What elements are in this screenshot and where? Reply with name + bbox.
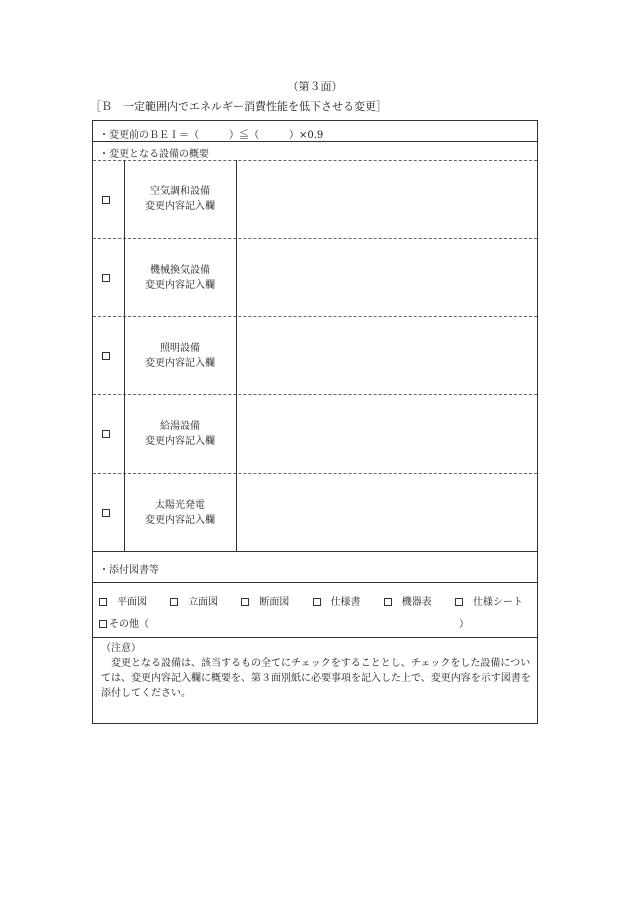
attachment-elevation[interactable] bbox=[170, 597, 228, 608]
name-column-divider bbox=[236, 160, 237, 551]
other-close-paren: ） bbox=[459, 619, 469, 630]
attachment-label: 断面図 bbox=[259, 597, 290, 608]
equipment-overview-label: ・変更となる設備の概要 bbox=[99, 149, 209, 160]
checkbox-icon bbox=[384, 598, 392, 606]
attachment-label: 仕様書 bbox=[330, 597, 361, 608]
notes-title: （注意） bbox=[101, 643, 141, 654]
equipment-name bbox=[124, 341, 236, 371]
equipment-row-mechanical-ventilation bbox=[93, 238, 537, 316]
solar-power-checkbox[interactable] bbox=[102, 509, 110, 517]
checkbox-icon bbox=[241, 598, 249, 606]
attachment-floor-plan[interactable] bbox=[99, 597, 157, 608]
equipment-change-form bbox=[92, 120, 538, 724]
attachment-equipment-table[interactable] bbox=[384, 597, 442, 608]
attachments-label: ・添付図書等 bbox=[93, 551, 537, 583]
change-field-label: 変更内容記入欄 bbox=[145, 201, 215, 212]
attachment-label: 立面図 bbox=[188, 597, 219, 608]
attachment-section[interactable] bbox=[241, 597, 299, 608]
equipment-label: 照明設備 bbox=[160, 343, 200, 354]
attachment-other[interactable] bbox=[99, 615, 529, 630]
equipment-label: 給湯設備 bbox=[160, 421, 200, 432]
attachments-list bbox=[99, 593, 543, 608]
hot-water-checkbox[interactable] bbox=[102, 430, 110, 438]
attachment-label: 機器表 bbox=[401, 597, 432, 608]
other-label: その他（ bbox=[109, 619, 149, 630]
change-field-label: 変更内容記入欄 bbox=[145, 280, 215, 291]
equipment-row-lighting bbox=[93, 316, 537, 394]
change-field-label: 変更内容記入欄 bbox=[145, 436, 215, 447]
equipment-row-hot-water bbox=[93, 394, 537, 473]
attachment-label: 平面図 bbox=[117, 597, 147, 608]
equipment-row-air-conditioning bbox=[93, 160, 537, 238]
notes-section bbox=[93, 637, 537, 725]
checkbox-icon bbox=[99, 598, 107, 606]
attachment-spec-sheet[interactable] bbox=[455, 597, 533, 608]
change-field-label: 変更内容記入欄 bbox=[145, 358, 215, 369]
attachment-specification[interactable] bbox=[313, 597, 371, 608]
checkbox-icon bbox=[313, 598, 321, 606]
equipment-label: 空気調和設備 bbox=[150, 186, 210, 197]
checkbox-icon bbox=[455, 598, 463, 606]
attachment-label: 仕様シート bbox=[472, 597, 523, 608]
equipment-name bbox=[124, 184, 236, 214]
section-title: ［Ｂ 一定範囲内でエネルギー消費性能を低下させる変更］ bbox=[90, 100, 387, 113]
bei-row[interactable]: ・変更前のＢＥＩ＝（ ）≦（ ）×0.9 bbox=[93, 121, 537, 142]
checkbox-icon bbox=[99, 620, 107, 628]
lighting-checkbox[interactable] bbox=[102, 352, 110, 360]
air-conditioning-checkbox[interactable] bbox=[102, 196, 110, 204]
equipment-row-solar-power bbox=[93, 473, 537, 551]
notes-body: 変更となる設備は、該当するもの全てにチェックをすることとし、チェックをした設備については、変更内容記入欄に概要を、第３面別紙に必要事項を記入した上で、変更内容を示す図書を添付してください。 bbox=[101, 658, 531, 699]
equipment-name bbox=[124, 419, 236, 449]
equipment-list bbox=[93, 160, 537, 551]
page-label: （第３面） bbox=[287, 80, 343, 93]
equipment-name bbox=[124, 263, 236, 293]
change-field-label: 変更内容記入欄 bbox=[145, 515, 215, 526]
checkbox-icon bbox=[170, 598, 178, 606]
checkbox-column-divider bbox=[124, 160, 125, 551]
equipment-label: 太陽光発電 bbox=[155, 500, 205, 511]
equipment-label: 機械換気設備 bbox=[150, 265, 210, 276]
equipment-name bbox=[124, 498, 236, 528]
mechanical-ventilation-checkbox[interactable] bbox=[102, 274, 110, 282]
